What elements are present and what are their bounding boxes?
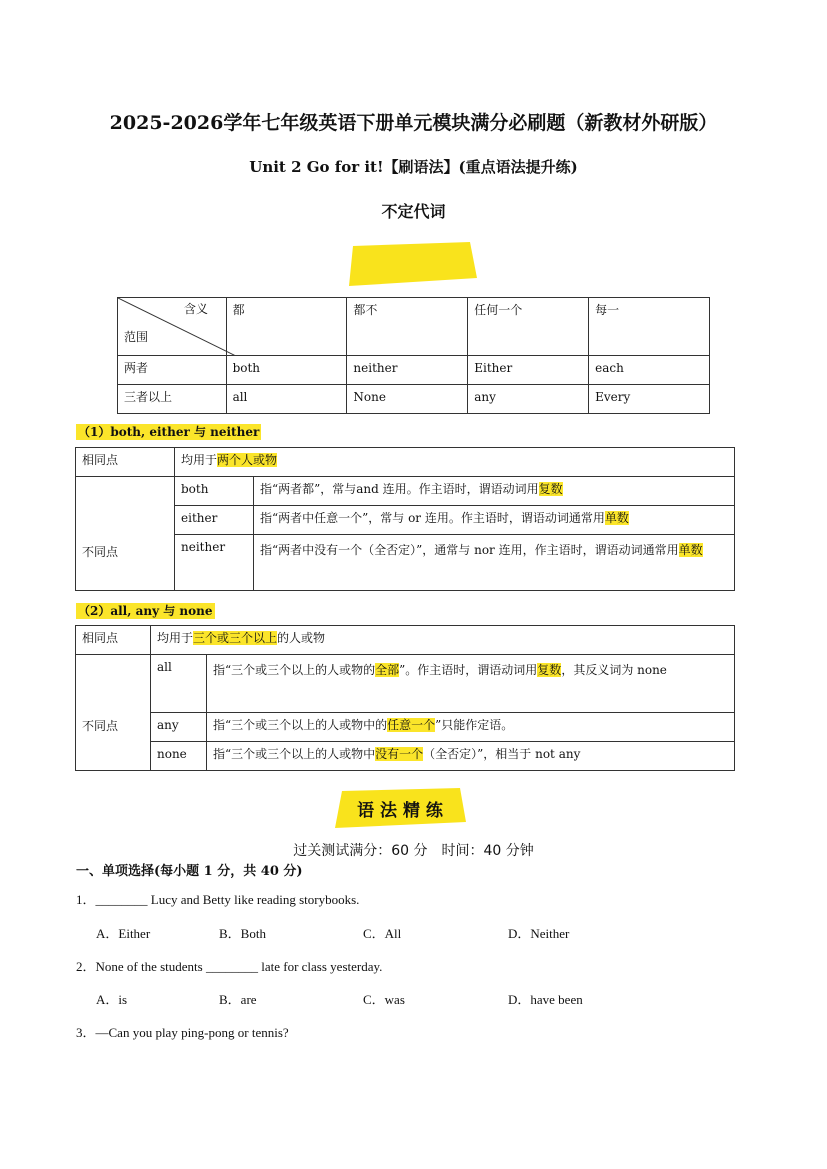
part1-heading-text: （1）both, either 与 neither <box>78 425 260 439</box>
yellow-tape-decoration <box>345 240 480 290</box>
word-cell: neither <box>175 535 254 591</box>
desc-text: 指“两者都”，常与and 连用。作主语时，谓语动词用 <box>260 482 539 496</box>
desc-text: ”只能作定语。 <box>435 718 514 732</box>
table-cell: any <box>468 385 589 414</box>
word-cell: both <box>175 477 254 506</box>
table-cell: all <box>226 385 347 414</box>
same-desc-post: 的人或物 <box>277 631 326 645</box>
word-cell: none <box>151 742 207 771</box>
desc-text: ”。作主语时，谓语动词用 <box>399 663 538 677</box>
table-cell: Every <box>589 385 710 414</box>
part1-table <box>75 447 735 591</box>
word-cell: any <box>151 713 207 742</box>
diff-label: 不同点 <box>76 655 151 771</box>
option[interactable]: D．have been <box>508 992 583 1007</box>
header-cell: 都不 <box>347 298 468 356</box>
part2-table <box>75 625 735 771</box>
option[interactable]: C．All <box>363 926 402 941</box>
option[interactable]: B．are <box>219 992 257 1007</box>
table-cell: neither <box>347 356 468 385</box>
desc-highlight: 没有一个 <box>375 747 424 761</box>
practice-banner: 语 法 精 练 <box>357 801 443 821</box>
section-title: 不定代词 <box>381 202 446 221</box>
question-stem: 2．None of the students ________ late for class yesterday. <box>76 959 383 974</box>
corner-top-label: 含义 <box>184 302 209 316</box>
same-desc <box>151 626 735 655</box>
desc-text: ，其反义词为 none <box>561 663 667 677</box>
option[interactable]: C．was <box>363 992 405 1007</box>
option[interactable]: B．Both <box>219 926 266 941</box>
table-cell: None <box>347 385 468 414</box>
table-cell: both <box>226 356 347 385</box>
row-label: 三者以上 <box>118 385 227 414</box>
desc-text: 指“两者中任意一个”，常与 or 连用。作主语时，谓语动词通常用 <box>260 511 605 525</box>
desc-text: 指“三个或三个以上的人或物中 <box>213 747 376 761</box>
desc-highlight: 全部 <box>375 663 400 677</box>
table-cell: each <box>589 356 710 385</box>
desc-cell <box>207 713 735 742</box>
word-cell: either <box>175 506 254 535</box>
desc-text: 指“两者中没有一个（全否定）”，通常与 nor 连用，作主语时，谓语动词通常用 <box>260 543 679 557</box>
same-desc <box>175 448 735 477</box>
desc-highlight: 单数 <box>678 543 703 557</box>
desc-highlight: 单数 <box>604 511 629 525</box>
same-desc-pre: 均用于 <box>157 631 194 645</box>
option[interactable]: D．Neither <box>508 926 570 941</box>
desc-highlight: 复数 <box>537 663 562 677</box>
test-info: 过关测试满分：60 分 时间：40 分钟 <box>293 843 534 859</box>
question-stem: 1．________ Lucy and Betty like reading storybooks. <box>76 892 360 907</box>
option[interactable]: A．Either <box>96 926 151 941</box>
corner-bottom-label: 范围 <box>124 330 149 344</box>
diff-label: 不同点 <box>76 477 175 591</box>
option[interactable]: A．is <box>96 992 128 1007</box>
section-heading: 一、单项选择(每小题 1 分，共 40 分) <box>76 864 303 879</box>
desc-text: 指“三个或三个以上的人或物中的 <box>213 718 388 732</box>
same-label: 相同点 <box>76 448 175 477</box>
same-desc-highlight: 两个人或物 <box>217 453 278 467</box>
desc-highlight: 任意一个 <box>387 718 436 732</box>
header-cell: 都 <box>226 298 347 356</box>
header-cell: 每一 <box>589 298 710 356</box>
part2-heading <box>76 600 215 619</box>
pronoun-overview-table <box>117 297 710 414</box>
document-title: 2025-2026学年七年级英语下册单元模块满分必刷题（新教材外研版） <box>109 112 718 134</box>
same-desc-highlight: 三个或三个以上 <box>193 631 278 645</box>
desc-text: 指“三个或三个以上的人或物的 <box>213 663 376 677</box>
desc-cell <box>207 742 735 771</box>
document-subtitle: Unit 2 Go for it!【刷语法】(重点语法提升练) <box>249 158 578 176</box>
part2-heading-text: （2）all, any 与 none <box>78 604 213 618</box>
desc-cell <box>207 655 735 713</box>
table-cell: Either <box>468 356 589 385</box>
desc-cell <box>254 506 735 535</box>
desc-cell <box>254 535 735 591</box>
desc-cell <box>254 477 735 506</box>
header-cell: 任何一个 <box>468 298 589 356</box>
desc-text: （全否定）”，相当于 not any <box>423 747 581 761</box>
same-label: 相同点 <box>76 626 151 655</box>
corner-cell <box>118 298 227 356</box>
desc-highlight: 复数 <box>538 482 563 496</box>
part1-heading <box>76 421 261 440</box>
word-cell: all <box>151 655 207 713</box>
same-desc-pre: 均用于 <box>181 453 218 467</box>
question-stem: 3．—Can you play ping-pong or tennis? <box>76 1025 289 1040</box>
row-label: 两者 <box>118 356 227 385</box>
